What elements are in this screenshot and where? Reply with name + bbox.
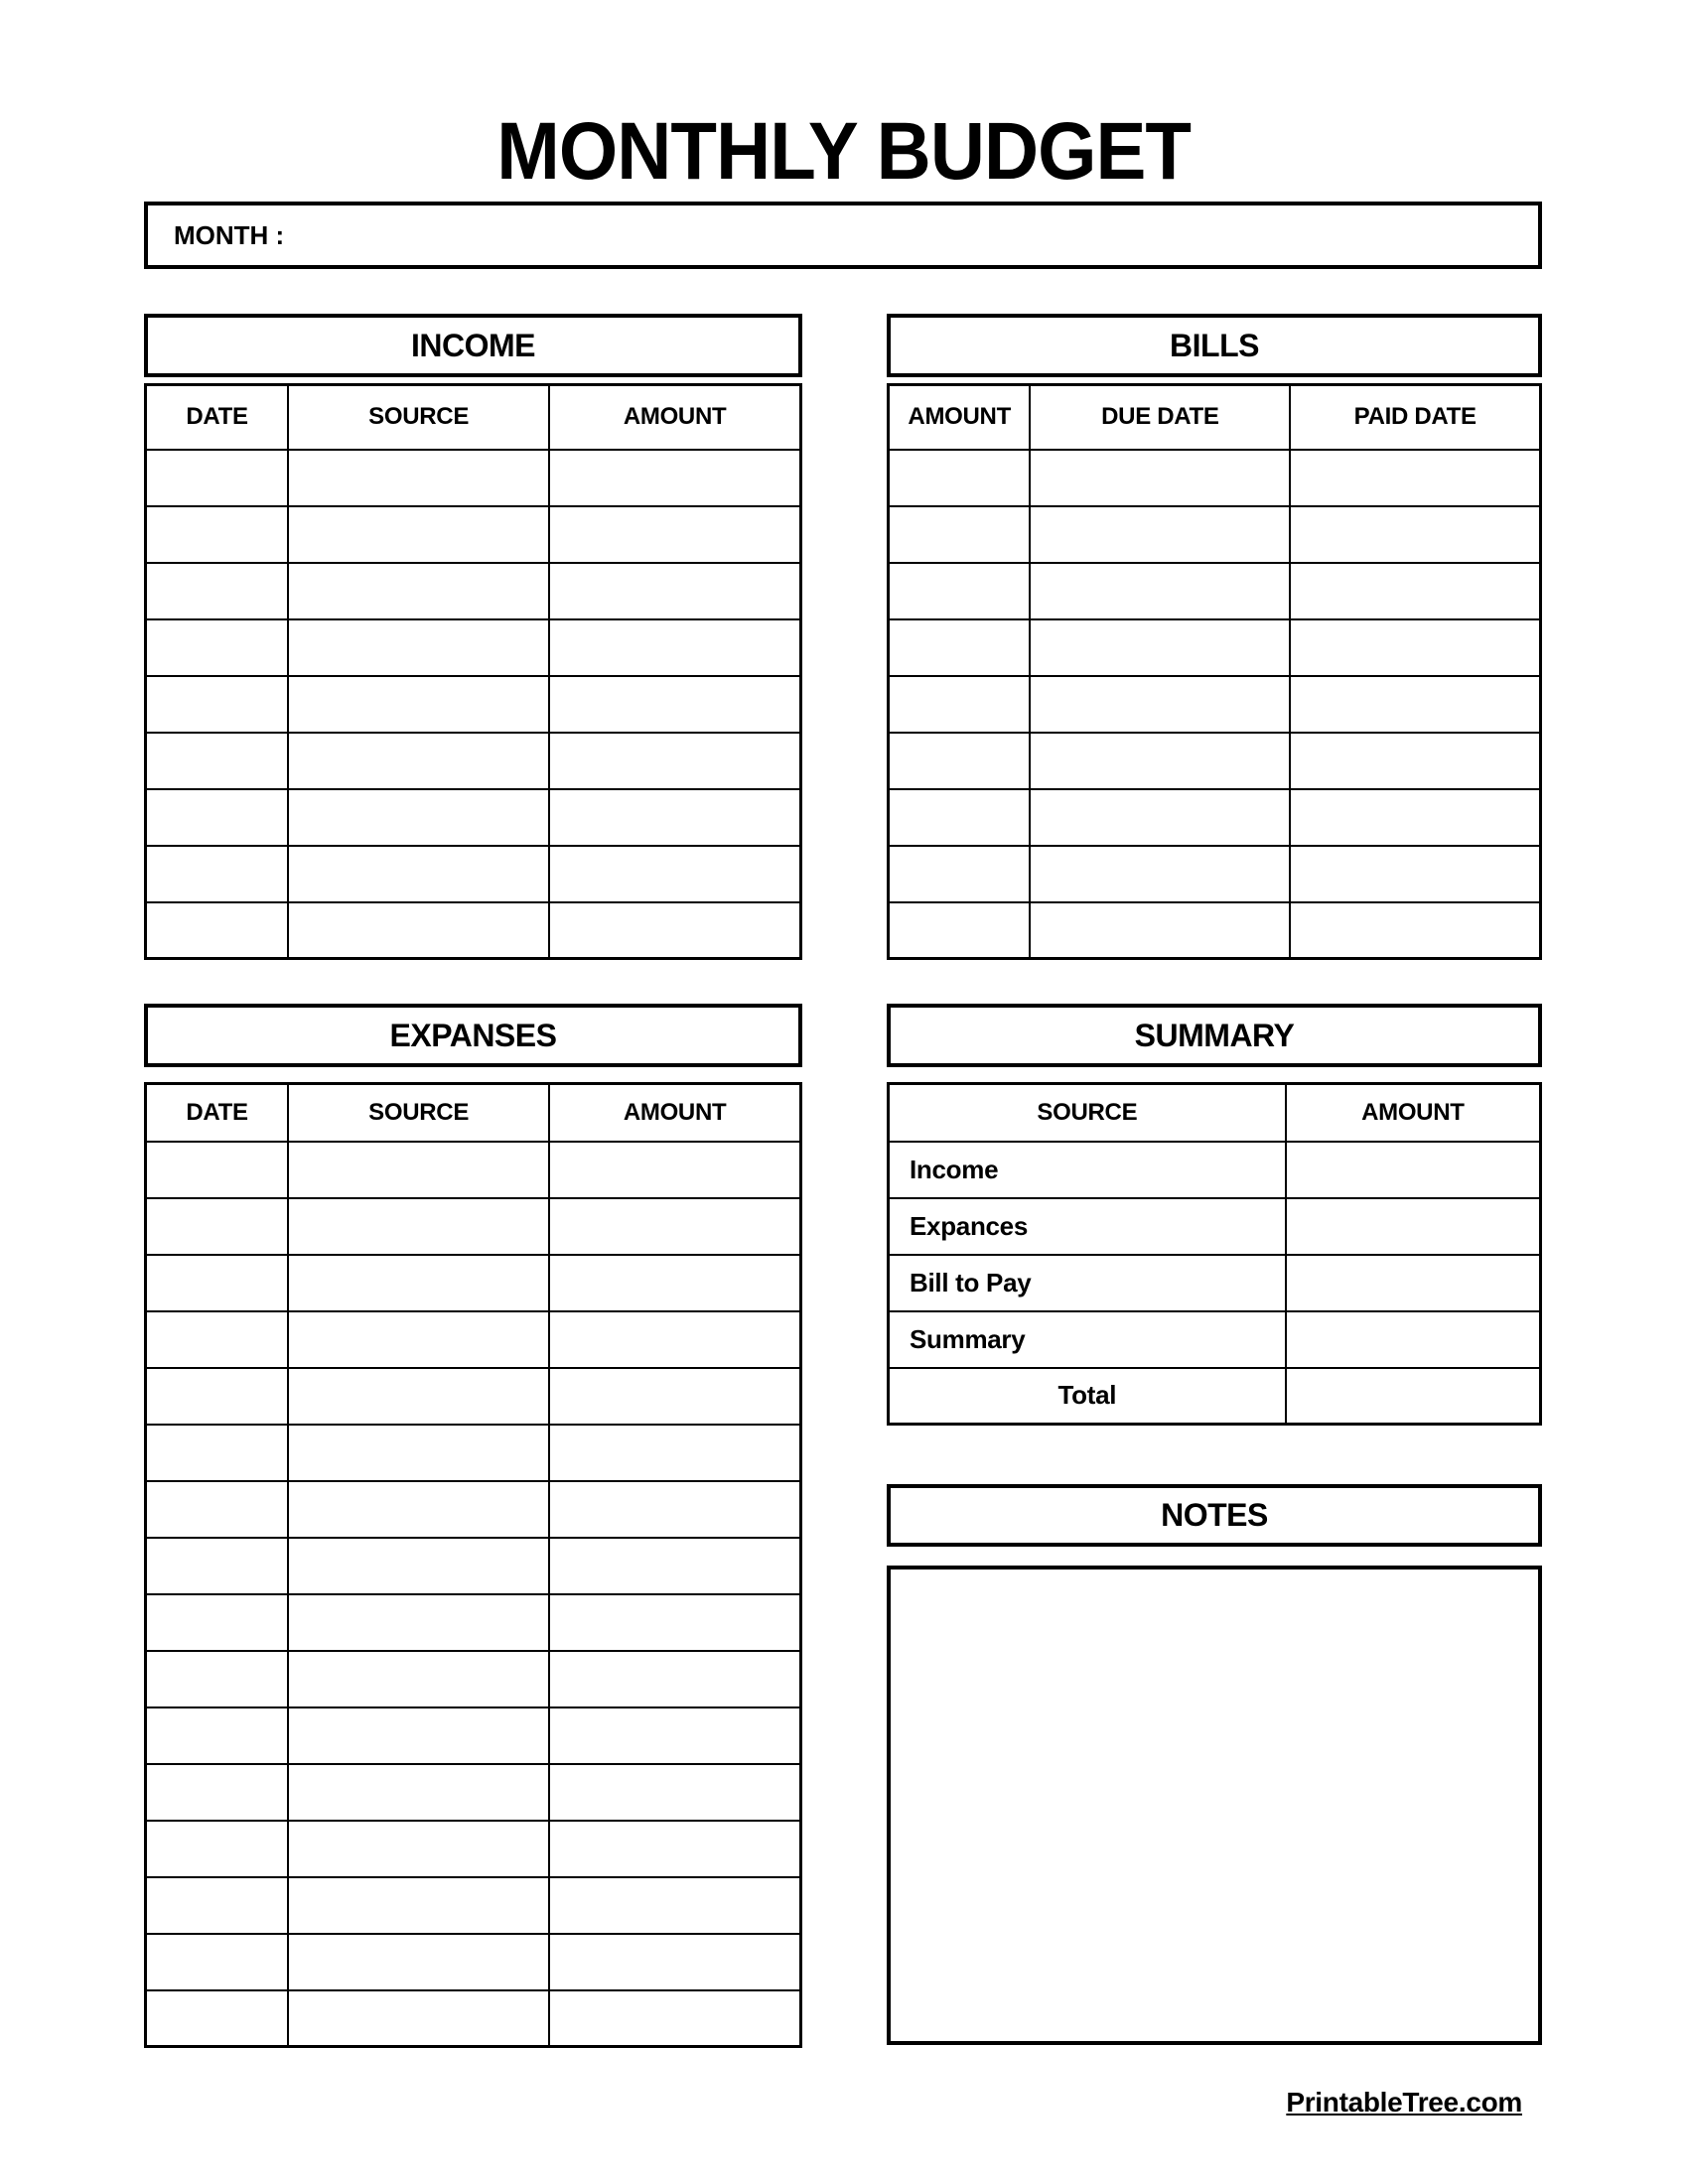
income-amount-cell[interactable] [549,506,800,563]
page-title-wrap [0,106,1688,197]
expanses-row [146,1934,801,1990]
expanses-date-cell[interactable] [146,1707,289,1764]
expanses-amount-cell[interactable] [549,1538,800,1594]
expanses-date-cell[interactable] [146,1821,289,1877]
month-label: MONTH : [174,219,285,250]
income-source-cell[interactable] [288,563,549,619]
income-col-header-amount: AMOUNT [549,385,800,450]
income-date-cell[interactable] [146,789,289,846]
expanses-amount-cell[interactable] [549,1255,800,1311]
bills-row [889,676,1541,733]
expanses-row [146,1707,801,1764]
bills-row [889,902,1541,959]
expanses-source-cell[interactable] [288,1142,549,1198]
expanses-date-cell[interactable] [146,1368,289,1425]
expanses-source-cell[interactable] [288,1934,549,1990]
expanses-row [146,1142,801,1198]
notes-section-title-label: NOTES [1161,1497,1268,1533]
income-date-cell[interactable] [146,846,289,902]
bills-due-date-cell[interactable] [1030,506,1290,563]
income-date-cell[interactable] [146,450,289,506]
bills-row [889,733,1541,789]
income-source-cell[interactable] [288,676,549,733]
expanses-col-header-amount: AMOUNT [549,1084,800,1142]
expanses-amount-cell[interactable] [549,1764,800,1821]
bills-due-date-cell[interactable] [1030,846,1290,902]
income-header-row [146,385,801,450]
expanses-source-cell[interactable] [288,1311,549,1368]
summary-total-value[interactable] [1286,1368,1541,1425]
expanses-source-cell[interactable] [288,1764,549,1821]
bills-amount-cell[interactable] [889,506,1031,563]
summary-value-summary[interactable] [1286,1311,1541,1368]
expanses-date-cell[interactable] [146,1594,289,1651]
expanses-source-cell[interactable] [288,1594,549,1651]
summary-label-income: Income [889,1142,1286,1198]
income-amount-cell[interactable] [549,789,800,846]
summary-col-header-source: SOURCE [889,1084,1286,1142]
expanses-amount-cell[interactable] [549,1990,800,2047]
expanses-amount-cell[interactable] [549,1877,800,1934]
income-amount-cell[interactable] [549,450,800,506]
bills-col-header-due-date: DUE DATE [1030,385,1290,450]
bills-paid-date-cell[interactable] [1290,676,1540,733]
expanses-row [146,1594,801,1651]
summary-row-total [889,1368,1541,1425]
expanses-row [146,1481,801,1538]
summary-value-expances[interactable] [1286,1198,1541,1255]
bills-due-date-cell[interactable] [1030,619,1290,676]
expanses-source-cell[interactable] [288,1368,549,1425]
summary-row-expances [889,1198,1541,1255]
summary-section-title [887,1004,1542,1067]
income-source-cell[interactable] [288,450,549,506]
bills-paid-date-cell[interactable] [1290,733,1540,789]
notes-section-title [887,1484,1542,1547]
expanses-date-cell[interactable] [146,1651,289,1707]
income-row [146,676,801,733]
expanses-section-title-label: EXPANSES [389,1017,557,1053]
income-row [146,506,801,563]
bills-row [889,846,1541,902]
bills-paid-date-cell[interactable] [1290,563,1540,619]
bills-paid-date-cell[interactable] [1290,846,1540,902]
expanses-row [146,1990,801,2047]
expanses-date-cell[interactable] [146,1877,289,1934]
expanses-source-cell[interactable] [288,1707,549,1764]
bills-row [889,789,1541,846]
expanses-amount-cell[interactable] [549,1368,800,1425]
bills-due-date-cell[interactable] [1030,902,1290,959]
summary-value-income[interactable] [1286,1142,1541,1198]
bills-row [889,506,1541,563]
bills-section-title [887,314,1542,377]
expanses-date-cell[interactable] [146,1425,289,1481]
bills-table [887,383,1542,960]
expanses-date-cell[interactable] [146,1990,289,2047]
income-date-cell[interactable] [146,506,289,563]
summary-row-summary [889,1311,1541,1368]
bills-paid-date-cell[interactable] [1290,902,1540,959]
footer-link[interactable]: PrintableTree.com [1286,2087,1522,2117]
expanses-row [146,1198,801,1255]
summary-header-row [889,1084,1541,1142]
bills-paid-date-cell[interactable] [1290,506,1540,563]
bills-amount-cell[interactable] [889,789,1031,846]
notes-area[interactable] [887,1566,1542,2045]
expanses-amount-cell[interactable] [549,1594,800,1651]
expanses-source-cell[interactable] [288,1990,549,2047]
expanses-amount-cell[interactable] [549,1142,800,1198]
bills-due-date-cell[interactable] [1030,676,1290,733]
income-date-cell[interactable] [146,563,289,619]
income-amount-cell[interactable] [549,902,800,959]
bills-row [889,563,1541,619]
expanses-amount-cell[interactable] [549,1651,800,1707]
income-amount-cell[interactable] [549,676,800,733]
income-amount-cell[interactable] [549,563,800,619]
income-section-title [144,314,802,377]
expanses-source-cell[interactable] [288,1821,549,1877]
summary-label-expances: Expances [889,1198,1286,1255]
bills-amount-cell[interactable] [889,733,1031,789]
bills-due-date-cell[interactable] [1030,789,1290,846]
income-date-cell[interactable] [146,676,289,733]
summary-total-label: Total [889,1368,1286,1425]
expanses-source-cell[interactable] [288,1538,549,1594]
expanses-row [146,1311,801,1368]
expanses-row [146,1538,801,1594]
bills-paid-date-cell[interactable] [1290,450,1540,506]
income-source-cell[interactable] [288,789,549,846]
bills-header-row [889,385,1541,450]
expanses-row [146,1425,801,1481]
income-row [146,619,801,676]
bills-due-date-cell[interactable] [1030,563,1290,619]
income-table [144,383,802,960]
bills-col-header-paid-date: PAID DATE [1290,385,1540,450]
expanses-date-cell[interactable] [146,1142,289,1198]
income-row [146,789,801,846]
expanses-source-cell[interactable] [288,1481,549,1538]
month-box [144,202,1542,269]
expanses-col-header-date: DATE [146,1084,289,1142]
expanses-date-cell[interactable] [146,1481,289,1538]
expanses-row [146,1877,801,1934]
income-date-cell[interactable] [146,619,289,676]
bills-col-header-amount: AMOUNT [889,385,1031,450]
bills-row [889,619,1541,676]
bills-due-date-cell[interactable] [1030,733,1290,789]
income-row [146,563,801,619]
income-row [146,902,801,959]
income-source-cell[interactable] [288,619,549,676]
page-title: MONTHLY BUDGET [496,106,1192,197]
income-source-cell[interactable] [288,733,549,789]
income-col-header-date: DATE [146,385,289,450]
expanses-row [146,1764,801,1821]
expanses-source-cell[interactable] [288,1425,549,1481]
expanses-date-cell[interactable] [146,1198,289,1255]
bills-due-date-cell[interactable] [1030,450,1290,506]
bills-amount-cell[interactable] [889,846,1031,902]
expanses-amount-cell[interactable] [549,1707,800,1764]
expanses-amount-cell[interactable] [549,1934,800,1990]
expanses-source-cell[interactable] [288,1255,549,1311]
summary-row-bill-to-pay [889,1255,1541,1311]
summary-label-bill-to-pay: Bill to Pay [889,1255,1286,1311]
bills-amount-cell[interactable] [889,563,1031,619]
income-amount-cell[interactable] [549,733,800,789]
summary-table [887,1082,1542,1426]
income-source-cell[interactable] [288,506,549,563]
expanses-date-cell[interactable] [146,1538,289,1594]
expanses-row [146,1368,801,1425]
expanses-row [146,1651,801,1707]
bills-amount-cell[interactable] [889,902,1031,959]
bills-amount-cell[interactable] [889,450,1031,506]
summary-label-summary: Summary [889,1311,1286,1368]
income-amount-cell[interactable] [549,619,800,676]
income-date-cell[interactable] [146,733,289,789]
income-row [146,846,801,902]
bills-section-title-label: BILLS [1170,327,1259,363]
bills-amount-cell[interactable] [889,619,1031,676]
summary-row-income [889,1142,1541,1198]
expanses-row [146,1821,801,1877]
expanses-source-cell[interactable] [288,1877,549,1934]
bills-paid-date-cell[interactable] [1290,619,1540,676]
income-section-title-label: INCOME [411,327,535,363]
expanses-source-cell[interactable] [288,1651,549,1707]
summary-section-title-label: SUMMARY [1134,1017,1295,1053]
expanses-amount-cell[interactable] [549,1821,800,1877]
bills-row [889,450,1541,506]
expanses-date-cell[interactable] [146,1934,289,1990]
income-date-cell[interactable] [146,902,289,959]
expanses-amount-cell[interactable] [549,1481,800,1538]
summary-col-header-amount: AMOUNT [1286,1084,1541,1142]
month-input[interactable] [284,205,1538,265]
expanses-amount-cell[interactable] [549,1198,800,1255]
expanses-header-row [146,1084,801,1142]
expanses-amount-cell[interactable] [549,1425,800,1481]
bills-paid-date-cell[interactable] [1290,789,1540,846]
expanses-date-cell[interactable] [146,1255,289,1311]
expanses-date-cell[interactable] [146,1764,289,1821]
summary-value-bill-to-pay[interactable] [1286,1255,1541,1311]
expanses-source-cell[interactable] [288,1198,549,1255]
income-row [146,450,801,506]
expanses-col-header-source: SOURCE [288,1084,549,1142]
expanses-row [146,1255,801,1311]
income-amount-cell[interactable] [549,846,800,902]
expanses-table [144,1082,802,2048]
expanses-section-title [144,1004,802,1067]
expanses-date-cell[interactable] [146,1311,289,1368]
income-source-cell[interactable] [288,902,549,959]
expanses-amount-cell[interactable] [549,1311,800,1368]
bills-amount-cell[interactable] [889,676,1031,733]
income-row [146,733,801,789]
income-source-cell[interactable] [288,846,549,902]
income-col-header-source: SOURCE [288,385,549,450]
